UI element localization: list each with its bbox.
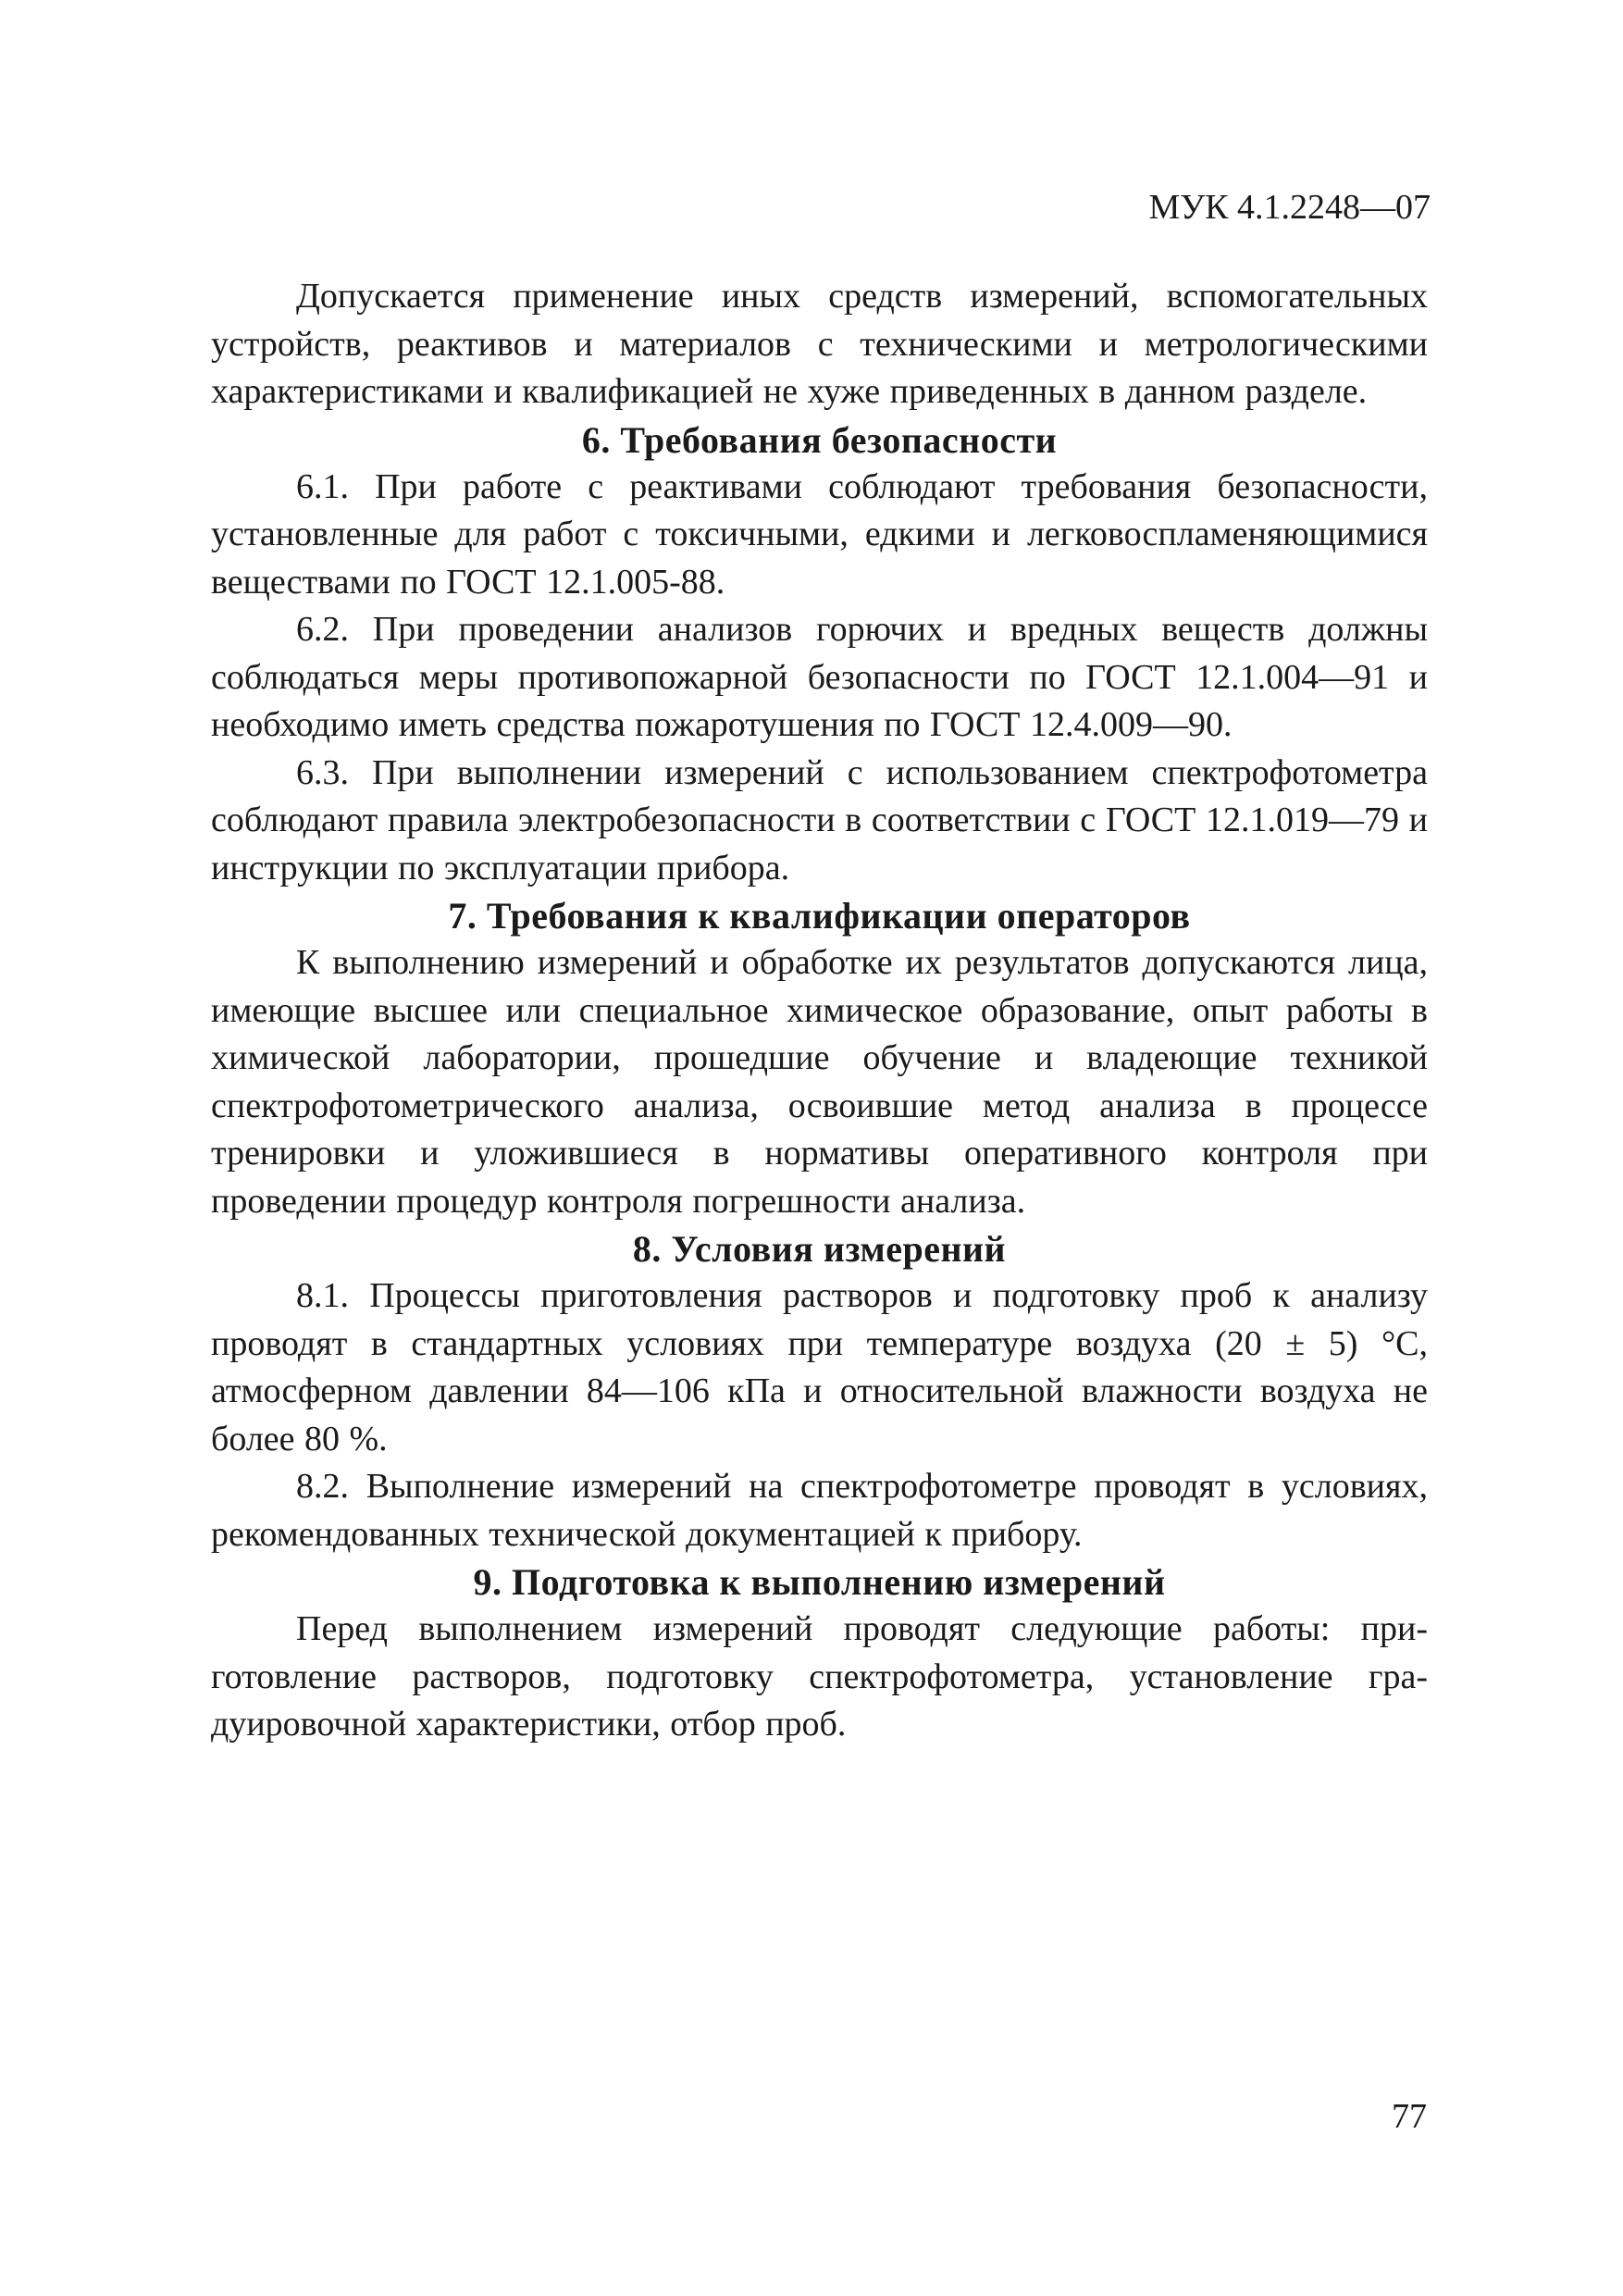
section-title-safety: 6. Требования безопасности — [581, 418, 1058, 461]
document-code-header: МУК 4.1.2248—07 — [1148, 188, 1431, 227]
intro-paragraph: Допускается применение иных средств измерений, вспомогательных устройств, реактивов и материалов с техническими и метрологическими характеристиками и квалификацией не хуже приведенных в данном разделе. — [211, 277, 1428, 411]
section-title-qualification: 7. Требования к квалификации операторов — [448, 895, 1191, 937]
paragraph-6-3: 6.3. При выполнении измерений с использованием спектрофотометра соблюдают правила электробезопасности в соответствии с ГОСТ 12.1.019—79 и инструкции по эксплуатации прибора. — [211, 752, 1428, 887]
page-number: 77 — [1392, 2097, 1427, 2136]
paragraph-8-2: 8.2. Выполнение измерений на спектрофотометре проводят в условиях, рекомендованных технической документацией к прибору. — [211, 1467, 1428, 1554]
section-title-preparation: 9. Подготовка к выполнению измерений — [473, 1561, 1166, 1603]
paragraph-9: Перед выполнением измерений проводят следующие работы: приготовление растворов, подготовку спектрофотометра, установление градуировочной характеристики, отбор проб. — [211, 1609, 1428, 1744]
section-measurement-conditions — [211, 1225, 1428, 1558]
section-title-conditions: 8. Условия измерений — [632, 1228, 1007, 1270]
paragraph-6-1: 6.1. При работе с реактивами соблюдают требования безопасности, установленные для работ с токсичными, едкими и легковоспламеняющимися веществами по ГОСТ 12.1.005-88. — [211, 466, 1428, 602]
paragraph-8-1: 8.1. Процессы приготовления растворов и подготовку проб к анализу проводят в стандартных условиях при температуре воздуха (20 ± 5) °С, атмосферном давлении 84—106 кПа и относительной влажности воздуха не более 80 %. — [211, 1276, 1428, 1458]
section-operator-qualification — [211, 892, 1428, 1225]
paragraph-6-2: 6.2. При проведении анализов горючих и вредных веществ должны соблюдаться меры противопожарной безопасности по ГОСТ 12.1.004—91 и необходимо иметь средства пожаротушения по ГОСТ 12.4.009—90. — [211, 610, 1428, 744]
section-measurement-preparation — [211, 1558, 1428, 1749]
page-content — [211, 273, 1428, 1749]
section-safety-requirements — [211, 416, 1428, 893]
paragraph-7: К выполнению измерений и обработке их результатов допускаются лица, имеющие высшее или специальное химическое образование, опыт работы в химической лаборатории, прошедшие обучение и владеющие техникой спектрофотометрического анализа, освоившие метод анализа в процессе тренировки и уложившиеся в нормативы оперативного контроля при проведении процедур контроля погрешности анализа. — [211, 943, 1428, 1221]
